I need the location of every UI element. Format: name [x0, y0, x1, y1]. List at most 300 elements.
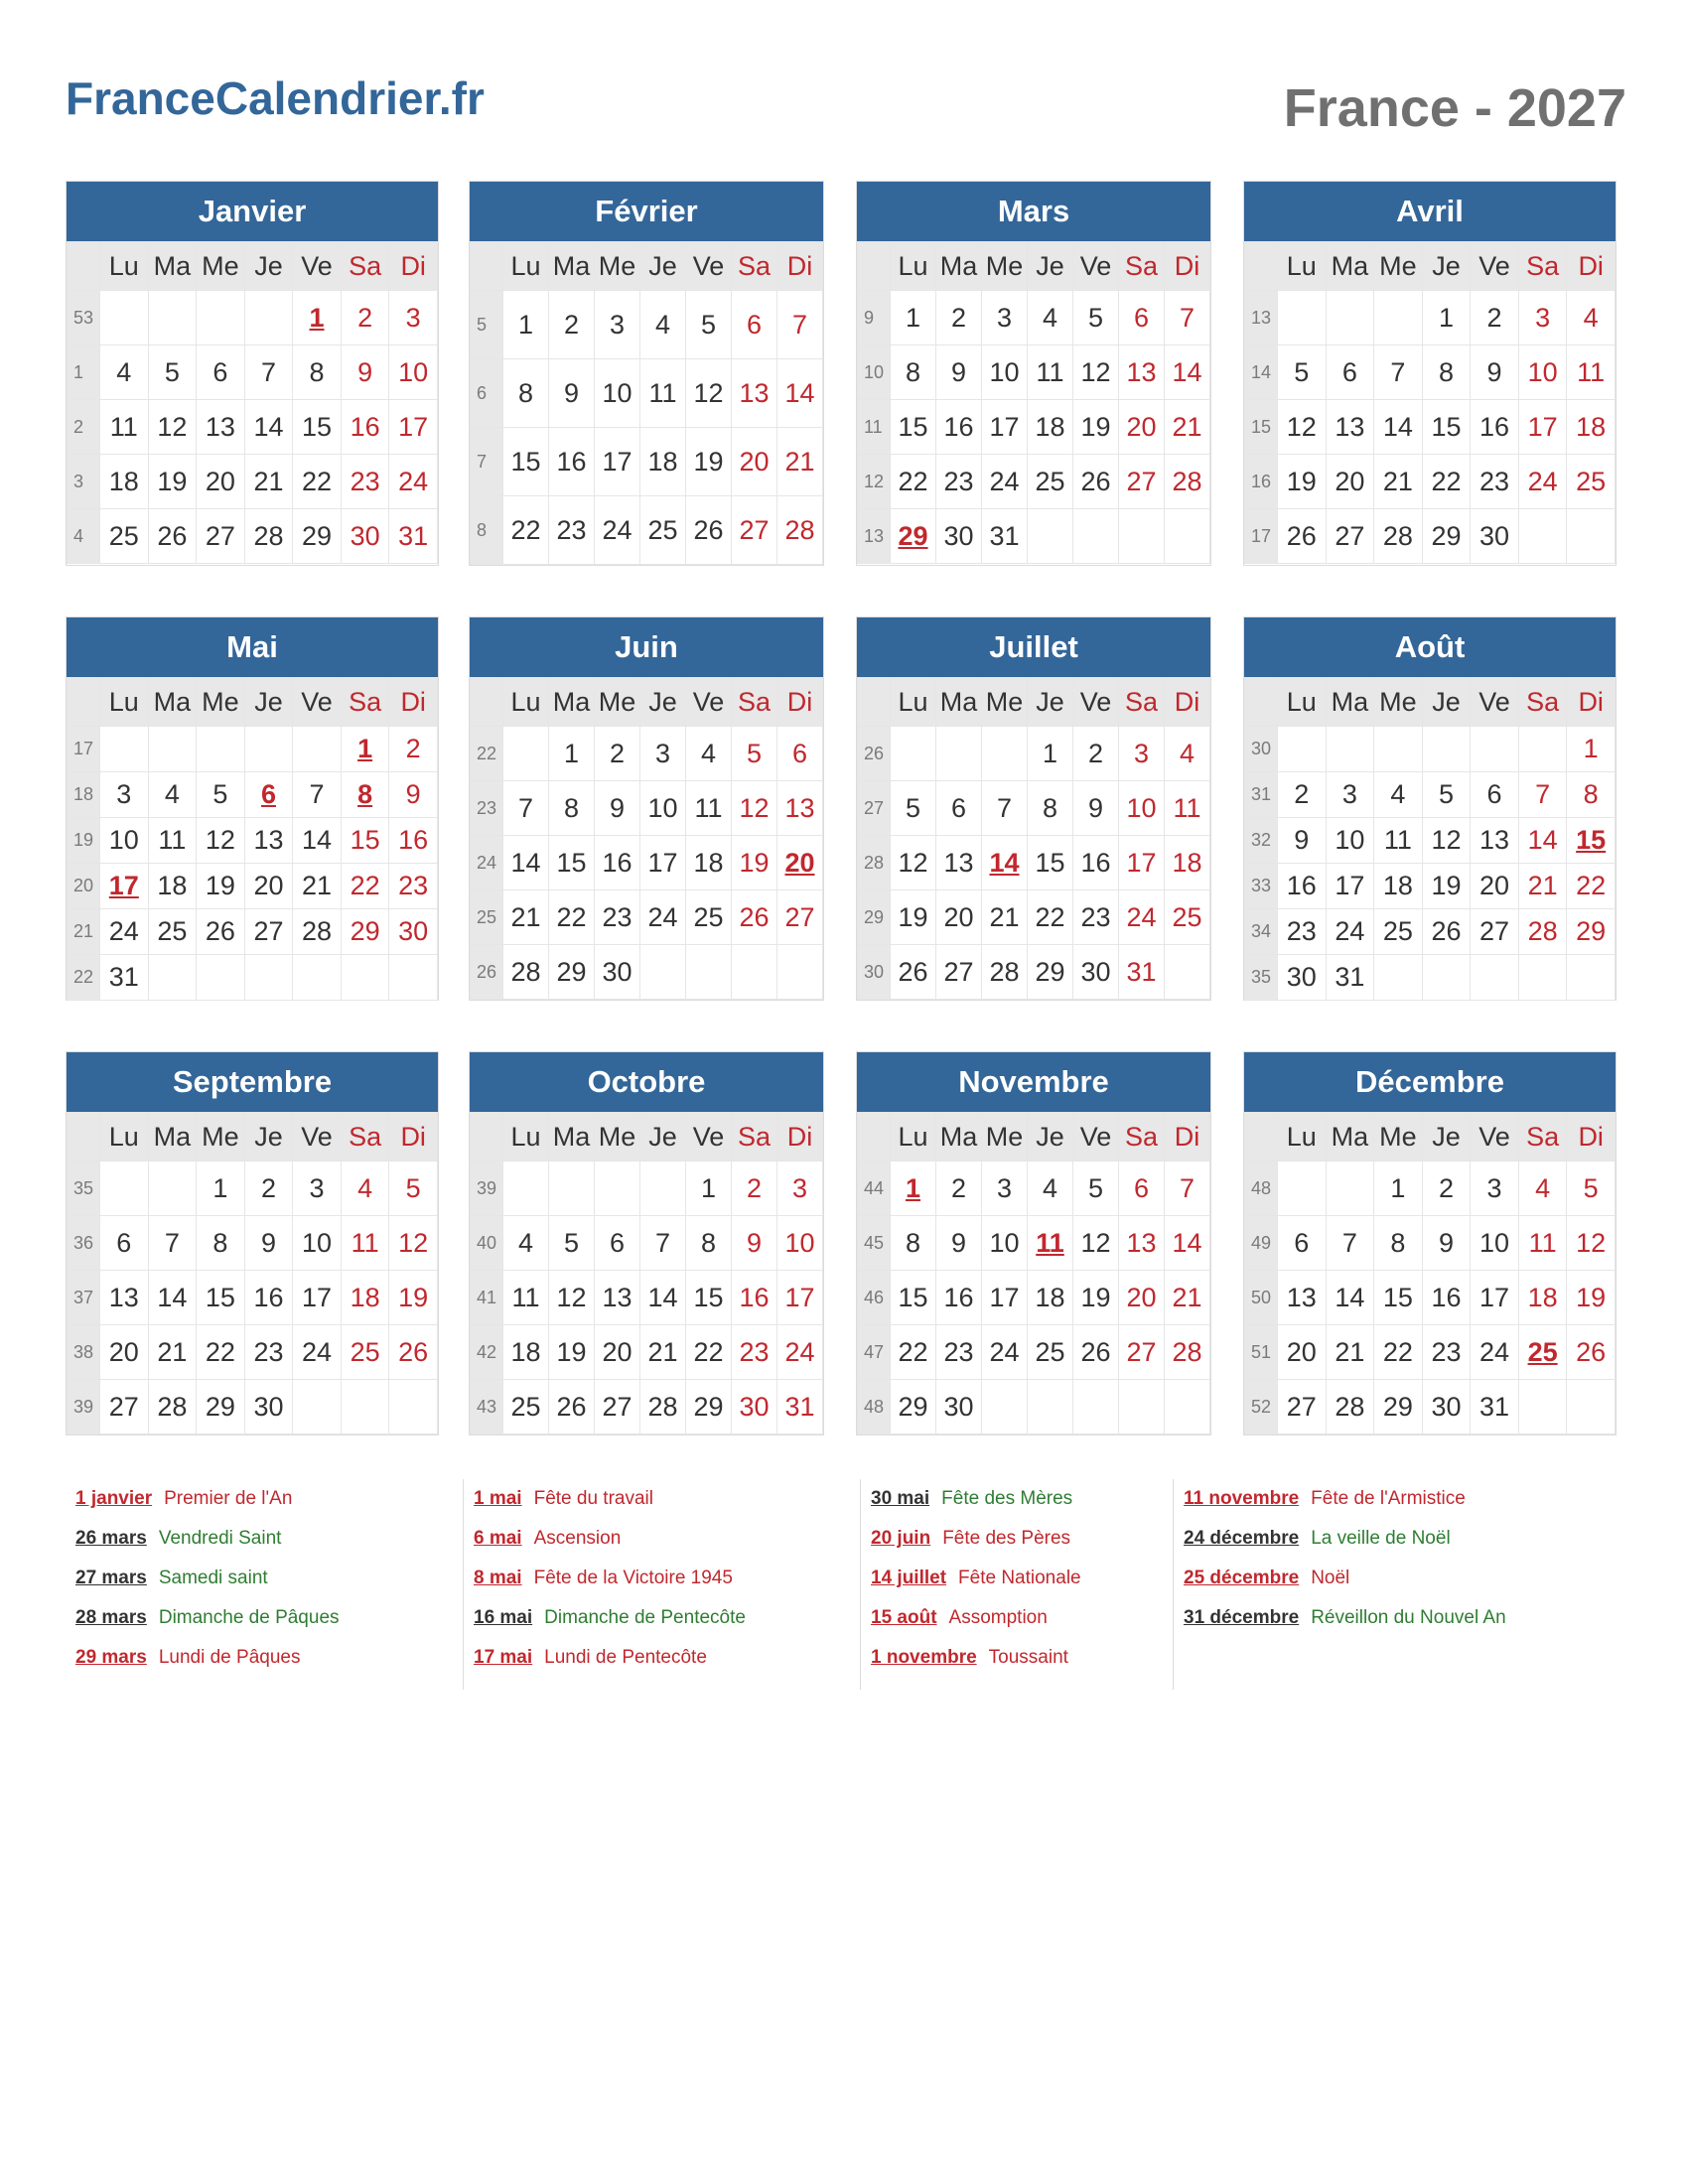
day-cell[interactable]: 12 — [732, 781, 777, 836]
day-cell[interactable]: 3 — [982, 291, 1028, 345]
day-cell[interactable]: 24 — [595, 496, 640, 565]
day-cell[interactable]: 9 — [244, 1216, 293, 1271]
day-cell[interactable]: 3 — [595, 291, 640, 359]
day-cell[interactable]: 19 — [148, 455, 197, 509]
day-cell[interactable]: 24 — [982, 455, 1028, 509]
day-cell[interactable]: 29 — [891, 509, 936, 564]
day-cell[interactable]: 24 — [640, 890, 686, 945]
day-cell[interactable]: 27 — [1278, 1380, 1327, 1434]
day-cell[interactable]: 5 — [1422, 772, 1471, 818]
day-cell[interactable]: 14 — [148, 1271, 197, 1325]
day-cell[interactable]: 11 — [148, 818, 197, 864]
day-cell[interactable]: 29 — [1028, 945, 1073, 1000]
day-cell[interactable]: 21 — [503, 890, 549, 945]
day-cell[interactable]: 11 — [341, 1216, 389, 1271]
day-cell[interactable]: 25 — [1028, 455, 1073, 509]
day-cell[interactable]: 20 — [1278, 1325, 1327, 1380]
day-cell[interactable]: 1 — [1422, 291, 1471, 345]
day-cell[interactable]: 23 — [595, 890, 640, 945]
day-cell[interactable]: 28 — [777, 496, 823, 565]
day-cell[interactable]: 15 — [1374, 1271, 1423, 1325]
day-cell[interactable]: 13 — [1119, 1216, 1165, 1271]
day-cell[interactable]: 18 — [1374, 864, 1423, 909]
day-cell[interactable]: 25 — [100, 509, 149, 564]
day-cell[interactable]: 27 — [732, 496, 777, 565]
day-cell[interactable]: 11 — [503, 1271, 549, 1325]
day-cell[interactable]: 9 — [389, 772, 438, 818]
day-cell[interactable]: 27 — [595, 1380, 640, 1434]
day-cell[interactable]: 10 — [1471, 1216, 1519, 1271]
day-cell[interactable]: 26 — [197, 909, 245, 955]
day-cell[interactable]: 5 — [891, 781, 936, 836]
day-cell[interactable]: 27 — [777, 890, 823, 945]
day-cell[interactable]: 29 — [293, 509, 342, 564]
day-cell[interactable]: 13 — [936, 836, 982, 890]
day-cell[interactable]: 25 — [148, 909, 197, 955]
day-cell[interactable]: 8 — [503, 359, 549, 428]
day-cell[interactable]: 26 — [549, 1380, 595, 1434]
day-cell[interactable]: 16 — [1471, 400, 1519, 455]
day-cell[interactable]: 10 — [100, 818, 149, 864]
day-cell[interactable]: 8 — [1374, 1216, 1423, 1271]
day-cell[interactable]: 23 — [732, 1325, 777, 1380]
day-cell[interactable]: 2 — [1278, 772, 1327, 818]
day-cell[interactable]: 30 — [595, 945, 640, 1000]
day-cell[interactable]: 17 — [1518, 400, 1567, 455]
day-cell[interactable]: 7 — [1165, 1161, 1210, 1216]
day-cell[interactable]: 19 — [549, 1325, 595, 1380]
day-cell[interactable]: 17 — [100, 864, 149, 909]
day-cell[interactable]: 18 — [1028, 1271, 1073, 1325]
day-cell[interactable]: 4 — [100, 345, 149, 400]
day-cell[interactable]: 26 — [389, 1325, 438, 1380]
day-cell[interactable]: 23 — [936, 455, 982, 509]
day-cell[interactable]: 17 — [640, 836, 686, 890]
day-cell[interactable]: 22 — [293, 455, 342, 509]
day-cell[interactable]: 26 — [1422, 909, 1471, 955]
day-cell[interactable]: 7 — [777, 291, 823, 359]
day-cell[interactable]: 10 — [389, 345, 438, 400]
day-cell[interactable]: 26 — [686, 496, 732, 565]
day-cell[interactable]: 30 — [341, 509, 389, 564]
day-cell[interactable]: 7 — [293, 772, 342, 818]
day-cell[interactable]: 20 — [197, 455, 245, 509]
day-cell[interactable]: 5 — [732, 727, 777, 781]
day-cell[interactable]: 19 — [1567, 1271, 1616, 1325]
day-cell[interactable]: 16 — [341, 400, 389, 455]
day-cell[interactable]: 13 — [777, 781, 823, 836]
day-cell[interactable]: 8 — [891, 345, 936, 400]
day-cell[interactable]: 20 — [1471, 864, 1519, 909]
day-cell[interactable]: 30 — [732, 1380, 777, 1434]
day-cell[interactable]: 14 — [1374, 400, 1423, 455]
day-cell[interactable]: 1 — [549, 727, 595, 781]
day-cell[interactable]: 5 — [686, 291, 732, 359]
day-cell[interactable]: 16 — [936, 400, 982, 455]
day-cell[interactable]: 24 — [1518, 455, 1567, 509]
day-cell[interactable]: 29 — [686, 1380, 732, 1434]
day-cell[interactable]: 15 — [891, 1271, 936, 1325]
day-cell[interactable]: 29 — [549, 945, 595, 1000]
day-cell[interactable]: 11 — [100, 400, 149, 455]
day-cell[interactable]: 7 — [1518, 772, 1567, 818]
day-cell[interactable]: 25 — [341, 1325, 389, 1380]
day-cell[interactable]: 2 — [549, 291, 595, 359]
day-cell[interactable]: 22 — [891, 1325, 936, 1380]
day-cell[interactable]: 21 — [293, 864, 342, 909]
day-cell[interactable]: 24 — [389, 455, 438, 509]
day-cell[interactable]: 1 — [1567, 727, 1616, 772]
day-cell[interactable]: 18 — [1165, 836, 1210, 890]
day-cell[interactable]: 20 — [1119, 400, 1165, 455]
day-cell[interactable]: 24 — [100, 909, 149, 955]
day-cell[interactable]: 19 — [1278, 455, 1327, 509]
day-cell[interactable]: 5 — [549, 1216, 595, 1271]
day-cell[interactable]: 25 — [686, 890, 732, 945]
day-cell[interactable]: 21 — [1374, 455, 1423, 509]
day-cell[interactable]: 6 — [595, 1216, 640, 1271]
day-cell[interactable]: 8 — [293, 345, 342, 400]
day-cell[interactable]: 1 — [503, 291, 549, 359]
day-cell[interactable]: 17 — [982, 400, 1028, 455]
day-cell[interactable]: 11 — [686, 781, 732, 836]
day-cell[interactable]: 18 — [640, 428, 686, 496]
day-cell[interactable]: 3 — [293, 1161, 342, 1216]
day-cell[interactable]: 6 — [1119, 1161, 1165, 1216]
day-cell[interactable]: 6 — [1471, 772, 1519, 818]
day-cell[interactable]: 7 — [982, 781, 1028, 836]
day-cell[interactable]: 13 — [244, 818, 293, 864]
day-cell[interactable]: 19 — [389, 1271, 438, 1325]
day-cell[interactable]: 7 — [1326, 1216, 1374, 1271]
day-cell[interactable]: 1 — [1028, 727, 1073, 781]
day-cell[interactable]: 11 — [1374, 818, 1423, 864]
day-cell[interactable]: 29 — [1567, 909, 1616, 955]
day-cell[interactable]: 7 — [503, 781, 549, 836]
day-cell[interactable]: 12 — [1422, 818, 1471, 864]
day-cell[interactable]: 15 — [1422, 400, 1471, 455]
day-cell[interactable]: 14 — [1326, 1271, 1374, 1325]
day-cell[interactable]: 26 — [1278, 509, 1327, 564]
day-cell[interactable]: 14 — [640, 1271, 686, 1325]
day-cell[interactable]: 21 — [1165, 400, 1210, 455]
day-cell[interactable]: 1 — [293, 291, 342, 345]
day-cell[interactable]: 1 — [341, 727, 389, 772]
day-cell[interactable]: 1 — [686, 1161, 732, 1216]
day-cell[interactable]: 11 — [1567, 345, 1616, 400]
day-cell[interactable]: 30 — [1278, 955, 1327, 1001]
day-cell[interactable]: 12 — [1073, 345, 1119, 400]
day-cell[interactable]: 8 — [891, 1216, 936, 1271]
day-cell[interactable]: 4 — [148, 772, 197, 818]
day-cell[interactable]: 9 — [1471, 345, 1519, 400]
day-cell[interactable]: 8 — [197, 1216, 245, 1271]
day-cell[interactable]: 12 — [197, 818, 245, 864]
day-cell[interactable]: 15 — [686, 1271, 732, 1325]
day-cell[interactable]: 2 — [936, 291, 982, 345]
day-cell[interactable]: 1 — [891, 1161, 936, 1216]
day-cell[interactable]: 4 — [1374, 772, 1423, 818]
day-cell[interactable]: 3 — [1518, 291, 1567, 345]
day-cell[interactable]: 13 — [1326, 400, 1374, 455]
day-cell[interactable]: 19 — [732, 836, 777, 890]
day-cell[interactable]: 10 — [640, 781, 686, 836]
day-cell[interactable]: 17 — [293, 1271, 342, 1325]
day-cell[interactable]: 10 — [982, 1216, 1028, 1271]
day-cell[interactable]: 30 — [1073, 945, 1119, 1000]
day-cell[interactable]: 21 — [1518, 864, 1567, 909]
day-cell[interactable]: 5 — [1278, 345, 1327, 400]
day-cell[interactable]: 20 — [936, 890, 982, 945]
day-cell[interactable]: 24 — [777, 1325, 823, 1380]
day-cell[interactable]: 19 — [1422, 864, 1471, 909]
day-cell[interactable]: 28 — [244, 509, 293, 564]
day-cell[interactable]: 16 — [549, 428, 595, 496]
day-cell[interactable]: 12 — [549, 1271, 595, 1325]
day-cell[interactable]: 17 — [982, 1271, 1028, 1325]
day-cell[interactable]: 23 — [549, 496, 595, 565]
day-cell[interactable]: 18 — [148, 864, 197, 909]
day-cell[interactable]: 13 — [595, 1271, 640, 1325]
day-cell[interactable]: 28 — [1518, 909, 1567, 955]
day-cell[interactable]: 9 — [595, 781, 640, 836]
day-cell[interactable]: 3 — [1119, 727, 1165, 781]
day-cell[interactable]: 20 — [595, 1325, 640, 1380]
day-cell[interactable]: 4 — [341, 1161, 389, 1216]
day-cell[interactable]: 28 — [1326, 1380, 1374, 1434]
day-cell[interactable]: 11 — [1028, 345, 1073, 400]
day-cell[interactable]: 17 — [389, 400, 438, 455]
day-cell[interactable]: 22 — [686, 1325, 732, 1380]
day-cell[interactable]: 4 — [1028, 291, 1073, 345]
day-cell[interactable]: 4 — [503, 1216, 549, 1271]
day-cell[interactable]: 24 — [293, 1325, 342, 1380]
day-cell[interactable]: 23 — [1471, 455, 1519, 509]
day-cell[interactable]: 17 — [1119, 836, 1165, 890]
day-cell[interactable]: 4 — [686, 727, 732, 781]
day-cell[interactable]: 20 — [1119, 1271, 1165, 1325]
day-cell[interactable]: 31 — [1119, 945, 1165, 1000]
day-cell[interactable]: 27 — [1326, 509, 1374, 564]
day-cell[interactable]: 14 — [982, 836, 1028, 890]
day-cell[interactable]: 18 — [1028, 400, 1073, 455]
day-cell[interactable]: 6 — [100, 1216, 149, 1271]
day-cell[interactable]: 11 — [640, 359, 686, 428]
day-cell[interactable]: 1 — [1374, 1161, 1423, 1216]
day-cell[interactable]: 27 — [1119, 1325, 1165, 1380]
day-cell[interactable]: 8 — [1422, 345, 1471, 400]
day-cell[interactable]: 31 — [982, 509, 1028, 564]
day-cell[interactable]: 27 — [197, 509, 245, 564]
day-cell[interactable]: 5 — [197, 772, 245, 818]
day-cell[interactable]: 23 — [1073, 890, 1119, 945]
day-cell[interactable]: 16 — [1073, 836, 1119, 890]
day-cell[interactable]: 9 — [549, 359, 595, 428]
day-cell[interactable]: 25 — [640, 496, 686, 565]
day-cell[interactable]: 28 — [293, 909, 342, 955]
day-cell[interactable]: 14 — [244, 400, 293, 455]
day-cell[interactable]: 18 — [341, 1271, 389, 1325]
day-cell[interactable]: 8 — [549, 781, 595, 836]
day-cell[interactable]: 21 — [777, 428, 823, 496]
day-cell[interactable]: 9 — [936, 1216, 982, 1271]
day-cell[interactable]: 16 — [936, 1271, 982, 1325]
day-cell[interactable]: 28 — [1374, 509, 1423, 564]
day-cell[interactable]: 25 — [1518, 1325, 1567, 1380]
day-cell[interactable]: 2 — [1471, 291, 1519, 345]
day-cell[interactable]: 15 — [891, 400, 936, 455]
day-cell[interactable]: 9 — [732, 1216, 777, 1271]
day-cell[interactable]: 18 — [1567, 400, 1616, 455]
day-cell[interactable]: 17 — [595, 428, 640, 496]
day-cell[interactable]: 22 — [503, 496, 549, 565]
day-cell[interactable]: 6 — [777, 727, 823, 781]
day-cell[interactable]: 21 — [982, 890, 1028, 945]
day-cell[interactable]: 10 — [595, 359, 640, 428]
day-cell[interactable]: 10 — [1119, 781, 1165, 836]
day-cell[interactable]: 7 — [148, 1216, 197, 1271]
day-cell[interactable]: 2 — [341, 291, 389, 345]
day-cell[interactable]: 9 — [341, 345, 389, 400]
day-cell[interactable]: 2 — [732, 1161, 777, 1216]
day-cell[interactable]: 10 — [293, 1216, 342, 1271]
day-cell[interactable]: 21 — [1165, 1271, 1210, 1325]
day-cell[interactable]: 6 — [197, 345, 245, 400]
day-cell[interactable]: 7 — [640, 1216, 686, 1271]
day-cell[interactable]: 4 — [1567, 291, 1616, 345]
day-cell[interactable]: 21 — [640, 1325, 686, 1380]
day-cell[interactable]: 18 — [100, 455, 149, 509]
day-cell[interactable]: 8 — [686, 1216, 732, 1271]
day-cell[interactable]: 30 — [244, 1380, 293, 1434]
day-cell[interactable]: 27 — [1119, 455, 1165, 509]
day-cell[interactable]: 13 — [100, 1271, 149, 1325]
day-cell[interactable]: 25 — [1374, 909, 1423, 955]
day-cell[interactable]: 31 — [777, 1380, 823, 1434]
day-cell[interactable]: 20 — [1326, 455, 1374, 509]
day-cell[interactable]: 5 — [1073, 1161, 1119, 1216]
day-cell[interactable]: 15 — [341, 818, 389, 864]
day-cell[interactable]: 25 — [503, 1380, 549, 1434]
day-cell[interactable]: 10 — [1326, 818, 1374, 864]
day-cell[interactable]: 12 — [891, 836, 936, 890]
day-cell[interactable]: 10 — [982, 345, 1028, 400]
day-cell[interactable]: 4 — [1518, 1161, 1567, 1216]
day-cell[interactable]: 6 — [936, 781, 982, 836]
day-cell[interactable]: 29 — [891, 1380, 936, 1434]
day-cell[interactable]: 22 — [341, 864, 389, 909]
day-cell[interactable]: 29 — [1422, 509, 1471, 564]
day-cell[interactable]: 19 — [1073, 1271, 1119, 1325]
day-cell[interactable]: 19 — [197, 864, 245, 909]
day-cell[interactable]: 9 — [1422, 1216, 1471, 1271]
day-cell[interactable]: 11 — [1518, 1216, 1567, 1271]
day-cell[interactable]: 2 — [936, 1161, 982, 1216]
day-cell[interactable]: 15 — [1567, 818, 1616, 864]
day-cell[interactable]: 15 — [293, 400, 342, 455]
day-cell[interactable]: 16 — [1278, 864, 1327, 909]
day-cell[interactable]: 30 — [389, 909, 438, 955]
day-cell[interactable]: 30 — [936, 509, 982, 564]
day-cell[interactable]: 10 — [1518, 345, 1567, 400]
day-cell[interactable]: 31 — [389, 509, 438, 564]
day-cell[interactable]: 5 — [148, 345, 197, 400]
day-cell[interactable]: 7 — [1165, 291, 1210, 345]
day-cell[interactable]: 12 — [1073, 1216, 1119, 1271]
day-cell[interactable]: 8 — [341, 772, 389, 818]
day-cell[interactable]: 31 — [1326, 955, 1374, 1001]
day-cell[interactable]: 3 — [1326, 772, 1374, 818]
day-cell[interactable]: 26 — [1567, 1325, 1616, 1380]
day-cell[interactable]: 6 — [732, 291, 777, 359]
day-cell[interactable]: 18 — [686, 836, 732, 890]
day-cell[interactable]: 9 — [1073, 781, 1119, 836]
day-cell[interactable]: 22 — [1567, 864, 1616, 909]
day-cell[interactable]: 27 — [100, 1380, 149, 1434]
day-cell[interactable]: 6 — [1119, 291, 1165, 345]
day-cell[interactable]: 24 — [1326, 909, 1374, 955]
day-cell[interactable]: 5 — [389, 1161, 438, 1216]
day-cell[interactable]: 27 — [1471, 909, 1519, 955]
day-cell[interactable]: 12 — [389, 1216, 438, 1271]
day-cell[interactable]: 2 — [1422, 1161, 1471, 1216]
day-cell[interactable]: 29 — [1374, 1380, 1423, 1434]
day-cell[interactable]: 19 — [686, 428, 732, 496]
day-cell[interactable]: 26 — [1073, 1325, 1119, 1380]
day-cell[interactable]: 6 — [1278, 1216, 1327, 1271]
day-cell[interactable]: 14 — [293, 818, 342, 864]
day-cell[interactable]: 1 — [197, 1161, 245, 1216]
day-cell[interactable]: 22 — [1374, 1325, 1423, 1380]
day-cell[interactable]: 31 — [100, 955, 149, 1001]
day-cell[interactable]: 21 — [1326, 1325, 1374, 1380]
day-cell[interactable]: 13 — [1278, 1271, 1327, 1325]
day-cell[interactable]: 27 — [244, 909, 293, 955]
day-cell[interactable]: 30 — [936, 1380, 982, 1434]
day-cell[interactable]: 27 — [936, 945, 982, 1000]
day-cell[interactable]: 3 — [100, 772, 149, 818]
day-cell[interactable]: 13 — [732, 359, 777, 428]
day-cell[interactable]: 23 — [1422, 1325, 1471, 1380]
day-cell[interactable]: 12 — [148, 400, 197, 455]
day-cell[interactable]: 14 — [777, 359, 823, 428]
day-cell[interactable]: 21 — [148, 1325, 197, 1380]
day-cell[interactable]: 22 — [549, 890, 595, 945]
day-cell[interactable]: 19 — [1073, 400, 1119, 455]
day-cell[interactable]: 9 — [936, 345, 982, 400]
day-cell[interactable]: 30 — [1422, 1380, 1471, 1434]
day-cell[interactable]: 21 — [244, 455, 293, 509]
day-cell[interactable]: 25 — [1165, 890, 1210, 945]
day-cell[interactable]: 4 — [640, 291, 686, 359]
day-cell[interactable]: 23 — [1278, 909, 1327, 955]
day-cell[interactable]: 28 — [640, 1380, 686, 1434]
day-cell[interactable]: 11 — [1165, 781, 1210, 836]
day-cell[interactable]: 25 — [1567, 455, 1616, 509]
day-cell[interactable]: 18 — [503, 1325, 549, 1380]
day-cell[interactable]: 23 — [389, 864, 438, 909]
day-cell[interactable]: 22 — [891, 455, 936, 509]
day-cell[interactable]: 23 — [244, 1325, 293, 1380]
day-cell[interactable]: 3 — [1471, 1161, 1519, 1216]
day-cell[interactable]: 29 — [341, 909, 389, 955]
day-cell[interactable]: 8 — [1567, 772, 1616, 818]
site-title[interactable]: FranceCalendrier.fr — [66, 72, 485, 124]
day-cell[interactable]: 9 — [1278, 818, 1327, 864]
day-cell[interactable]: 15 — [503, 428, 549, 496]
day-cell[interactable]: 13 — [1119, 345, 1165, 400]
day-cell[interactable]: 26 — [891, 945, 936, 1000]
